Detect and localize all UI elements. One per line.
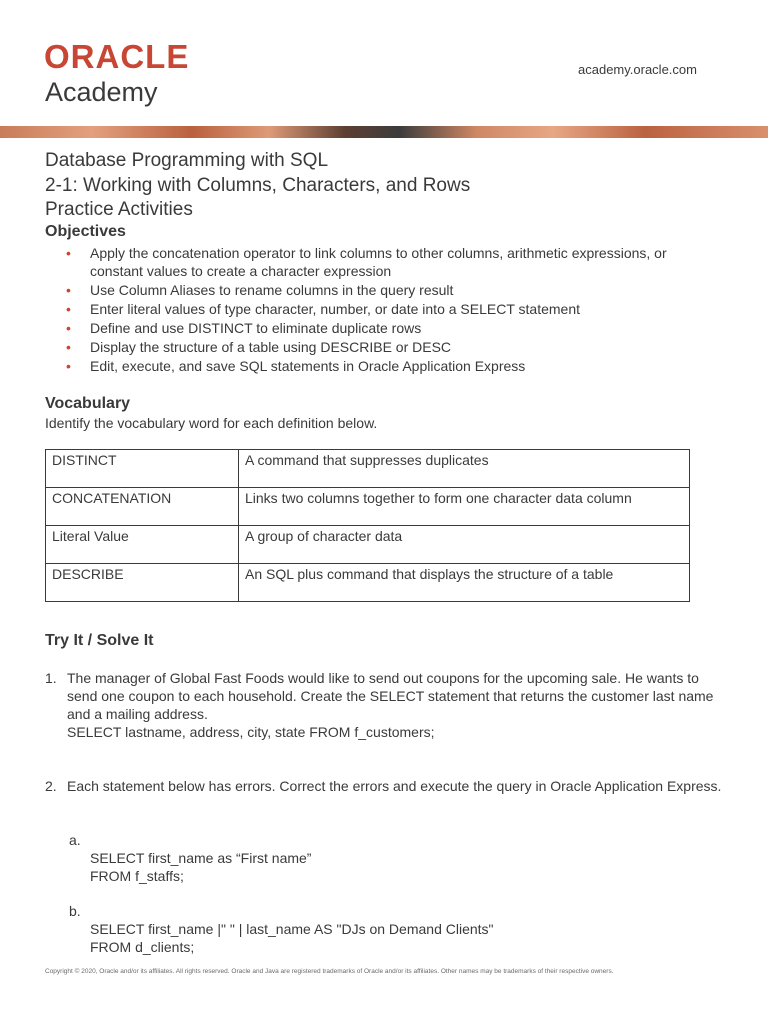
try-it-heading: Try It / Solve It bbox=[45, 632, 154, 649]
question-1 bbox=[45, 669, 725, 741]
section-title: Practice Activities bbox=[45, 199, 193, 220]
oracle-logo: ORACLE bbox=[44, 38, 190, 75]
course-title: Database Programming with SQL bbox=[45, 150, 329, 171]
answer-text: SELECT lastname, address, city, state FROM f_customers; bbox=[67, 724, 435, 740]
objective-item: • Display the structure of a table using DESCRIBE or DESC bbox=[66, 339, 452, 355]
sub-label: a. bbox=[69, 832, 81, 848]
site-url[interactable]: academy.oracle.com bbox=[578, 62, 697, 77]
vocabulary-intro: Identify the vocabulary word for each definition below. bbox=[45, 415, 378, 431]
vocabulary-heading: Vocabulary bbox=[45, 395, 131, 412]
objectives-list bbox=[62, 244, 722, 376]
objective-item: • Use Column Aliases to rename columns in the query result bbox=[66, 282, 454, 298]
decorative-banner bbox=[0, 126, 768, 138]
code-line: FROM d_clients; bbox=[90, 939, 195, 955]
bullet-icon: • bbox=[66, 320, 71, 336]
code-line: FROM f_staffs; bbox=[90, 868, 184, 884]
question-text: Each statement below has errors. Correct the errors and execute the query in Oracle Application Express. bbox=[67, 778, 722, 794]
question-number: 2. bbox=[45, 778, 57, 794]
subquestion-b bbox=[69, 902, 494, 956]
objective-item: • Define and use DISTINCT to eliminate duplicate rows bbox=[66, 320, 422, 336]
subquestion-a bbox=[69, 831, 311, 885]
vocab-definition: An SQL plus command that displays the structure of a table bbox=[239, 564, 690, 602]
bullet-icon: • bbox=[66, 301, 71, 317]
table-row bbox=[46, 526, 690, 564]
vocab-definition: A group of character data bbox=[239, 526, 690, 564]
lesson-title: 2-1: Working with Columns, Characters, and Rows bbox=[45, 175, 471, 196]
vocab-term: DESCRIBE bbox=[46, 564, 239, 602]
copyright-footer: Copyright © 2020, Oracle and/or its affiliates. All rights reserved. Oracle and Java are registered trademarks of Oracle and/or its affiliates. Other names may be trademarks of their respective owners. bbox=[45, 968, 614, 975]
objective-item: • Apply the concatenation operator to link columns to other columns, arithmetic expressions, or constant values to create a character expression bbox=[66, 245, 667, 279]
vocab-term: DISTINCT bbox=[46, 450, 239, 488]
bullet-icon: • bbox=[66, 282, 71, 298]
academy-logo-text: Academy bbox=[45, 77, 158, 107]
vocab-term: Literal Value bbox=[46, 526, 239, 564]
objective-item: • Enter literal values of type character, number, or date into a SELECT statement bbox=[66, 301, 580, 317]
question-number: 1. bbox=[45, 670, 57, 686]
objectives-heading: Objectives bbox=[45, 223, 126, 240]
question-2 bbox=[45, 777, 725, 795]
vocab-definition: A command that suppresses duplicates bbox=[239, 450, 690, 488]
question-text: The manager of Global Fast Foods would like to send out coupons for the upcoming sale. He wants to send one coupon to each household. Create the SELECT statement that returns the customer last name and a mailing address. bbox=[67, 670, 714, 722]
vocab-definition: Links two columns together to form one character data column bbox=[239, 488, 690, 526]
table-row bbox=[46, 488, 690, 526]
code-line: SELECT first_name as “First name” bbox=[90, 850, 312, 866]
bullet-icon: • bbox=[66, 245, 71, 261]
vocab-term: CONCATENATION bbox=[46, 488, 239, 526]
bullet-icon: • bbox=[66, 358, 71, 374]
table-row bbox=[46, 564, 690, 602]
objective-item: • Edit, execute, and save SQL statements in Oracle Application Express bbox=[66, 358, 526, 374]
table-row bbox=[46, 450, 690, 488]
vocabulary-table bbox=[45, 449, 690, 602]
sub-label: b. bbox=[69, 903, 81, 919]
code-line: SELECT first_name |" " | last_name AS "DJs on Demand Clients" bbox=[90, 921, 494, 937]
bullet-icon: • bbox=[66, 339, 71, 355]
